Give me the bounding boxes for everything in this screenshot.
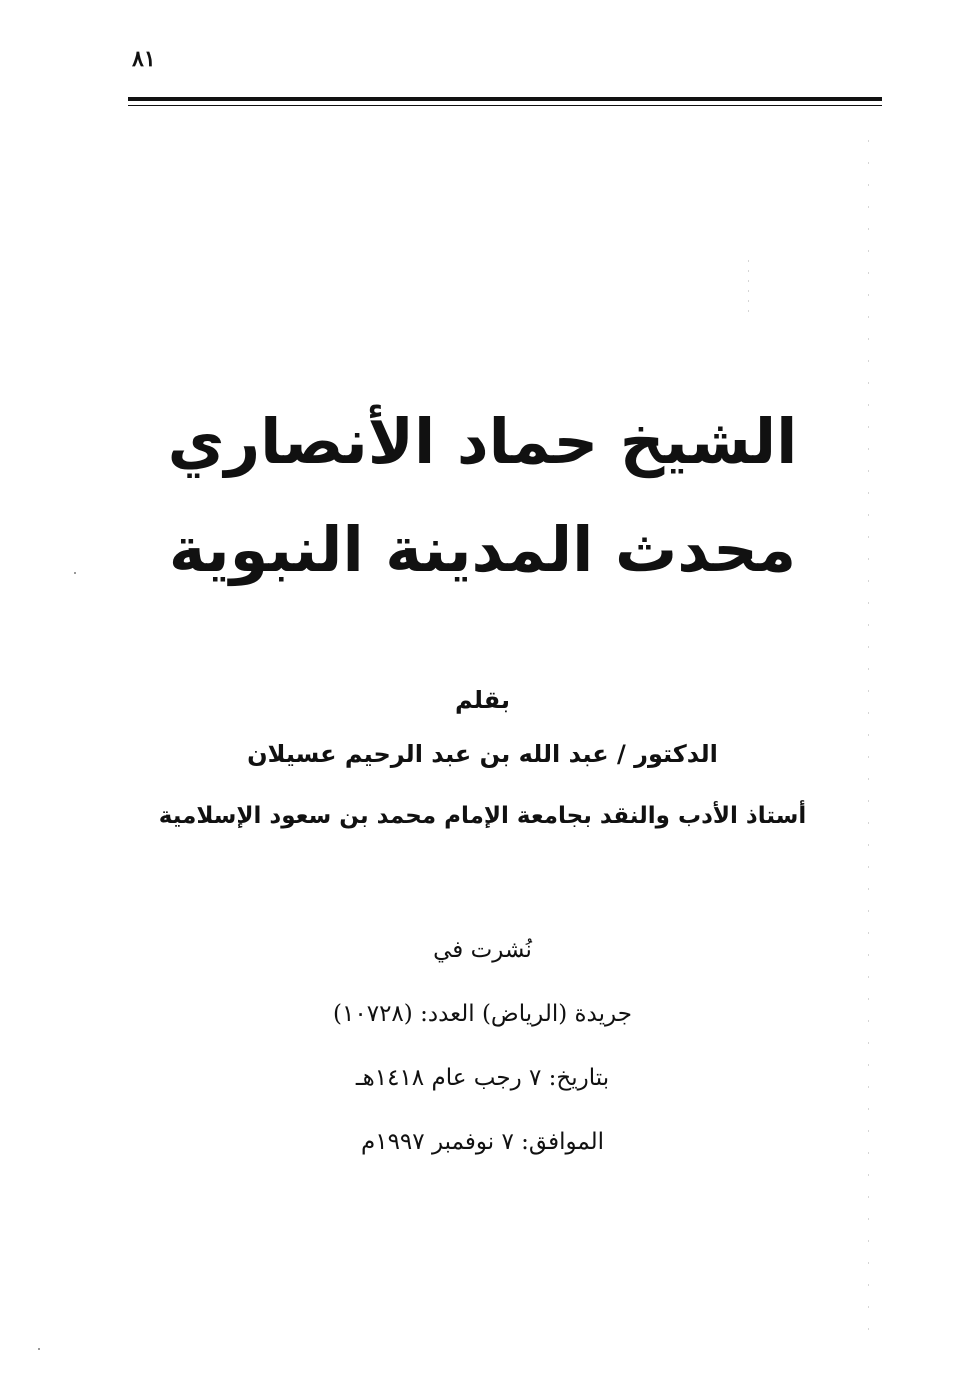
page-number: ٨١: [132, 46, 156, 72]
title-line-1: الشيخ حماد الأنصاري: [167, 405, 798, 478]
author-role: أستاذ الأدب والنقد بجامعة الإمام محمد بن سعود الإسلامية: [158, 803, 807, 829]
published-in-label: نُشرت في: [433, 937, 532, 963]
author-name: الدكتور / عبد الله بن عبد الرحيم عسيلان: [247, 740, 718, 768]
header-rule: [128, 97, 882, 101]
author-block: [0, 676, 965, 848]
header-rule-thin: [128, 105, 882, 106]
hijri-date-line: بتاريخ: ٧ رجب عام ١٤١٨هـ: [355, 1065, 610, 1091]
newspaper-line: جريدة (الرياض) العدد: (١٠٧٢٨): [333, 1001, 632, 1027]
scan-speck: [38, 1348, 40, 1350]
edge-scan-dots: [748, 260, 749, 320]
title-line-2: محدث المدينة النبوية: [168, 513, 797, 586]
by-label: بقلم: [455, 686, 510, 714]
title-block: [0, 388, 965, 604]
gregorian-date-line: الموافق: ٧ نوفمبر ١٩٩٧م: [360, 1129, 605, 1155]
publication-block: [0, 918, 965, 1174]
